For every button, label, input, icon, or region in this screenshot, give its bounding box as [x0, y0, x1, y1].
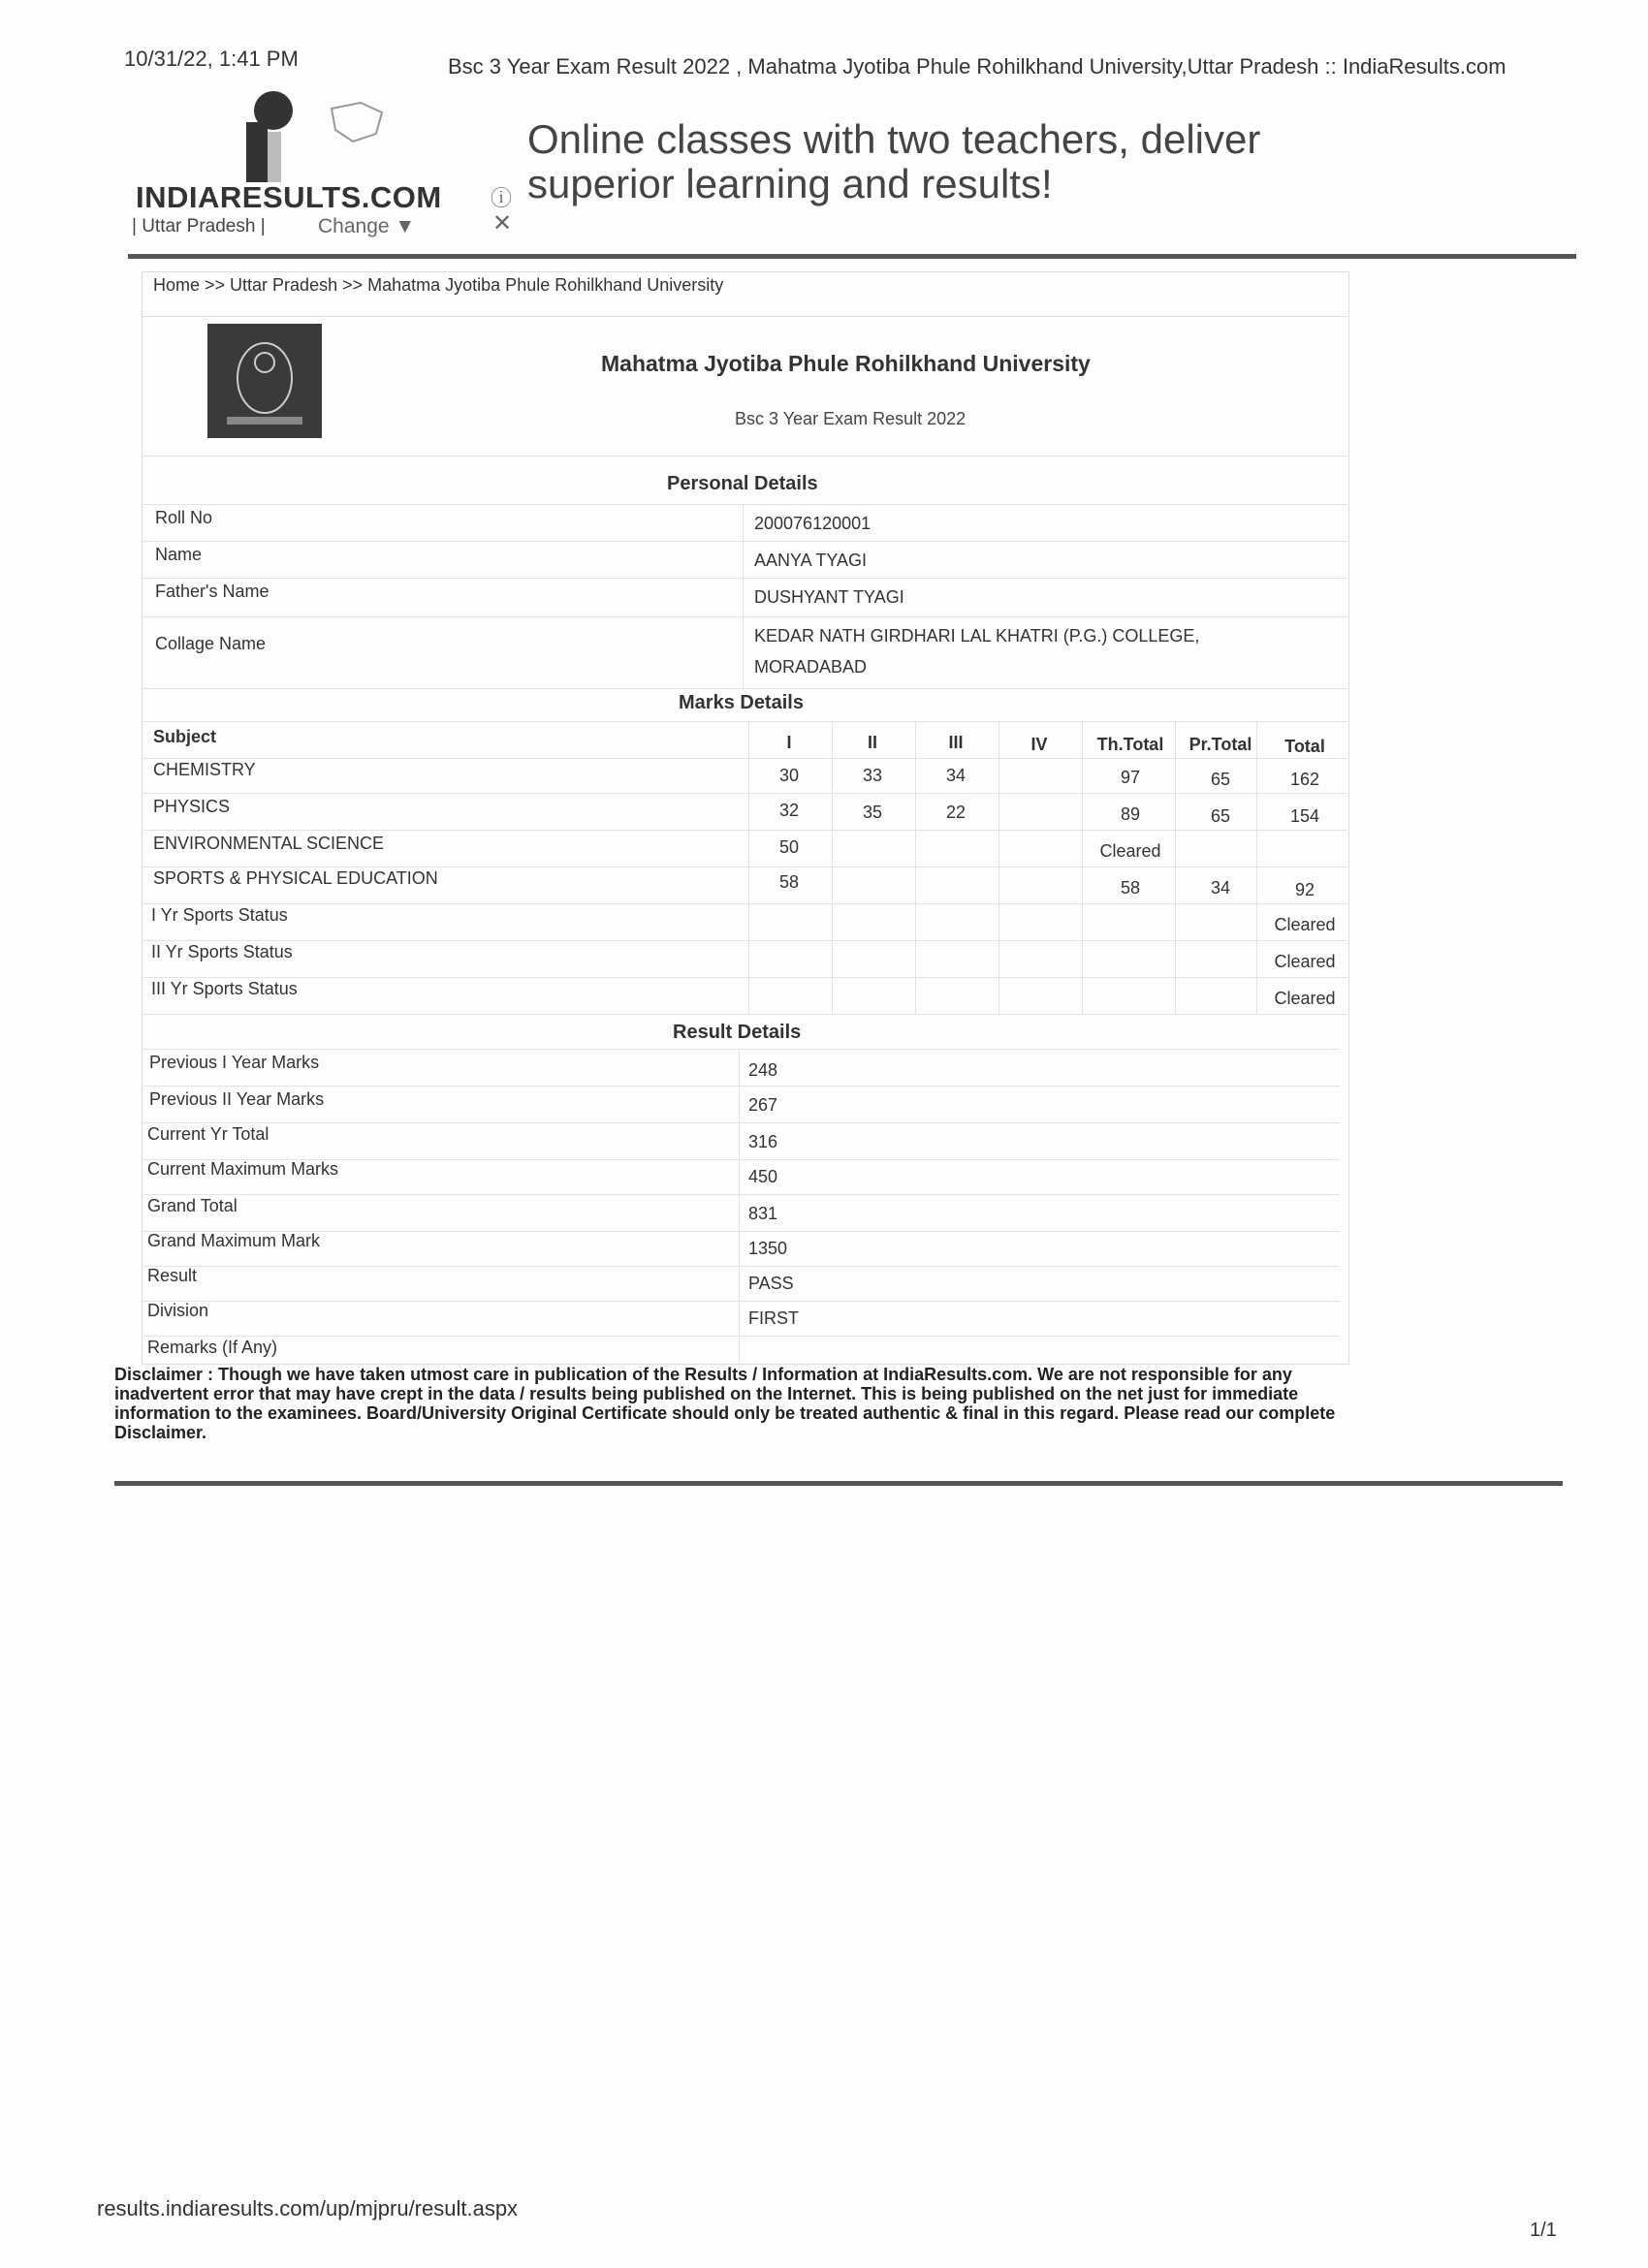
print-page-title: Bsc 3 Year Exam Result 2022 , Mahatma Jyotiba Phule Rohilkhand University,Uttar Pradesh :: IndiaResults.com [448, 54, 1506, 79]
change-state-link[interactable]: Change ▼ [318, 215, 416, 237]
row-divider [142, 940, 1347, 941]
current-yr-total-label: Current Yr Total [147, 1124, 269, 1144]
column-divider [1082, 721, 1083, 1014]
college-name-label: Collage Name [155, 634, 267, 653]
grand-max-mark-label: Grand Maximum Mark [147, 1231, 321, 1250]
marks-cell: 34 [945, 766, 967, 785]
roll-no-label: Roll No [155, 508, 213, 527]
marks-header-th-total: Th.Total [1096, 735, 1164, 754]
row-divider [142, 504, 1347, 505]
prev-i-year-marks-value: 248 [748, 1060, 778, 1080]
row-divider [142, 456, 1347, 457]
row-divider [142, 721, 1347, 722]
ad-text-line1[interactable]: Online classes with two teachers, deliver [527, 116, 1261, 162]
prev-ii-year-marks-label: Previous II Year Marks [149, 1089, 325, 1109]
result-value: PASS [748, 1274, 794, 1293]
result-details-heading: Result Details [673, 1022, 802, 1043]
marks-cell: Cleared [1274, 952, 1336, 971]
ad-close-icon[interactable]: ✕ [492, 210, 513, 236]
marks-cell: 50 [778, 837, 800, 857]
marks-cell: Cleared [1099, 841, 1161, 861]
row-divider [142, 1194, 1340, 1195]
column-divider [743, 504, 744, 688]
row-divider [142, 1014, 1347, 1015]
column-divider [748, 721, 749, 1014]
row-divider [142, 541, 1347, 542]
prev-ii-year-marks-value: 267 [748, 1095, 778, 1115]
exam-name: Bsc 3 Year Exam Result 2022 [735, 409, 967, 428]
column-divider [739, 1049, 740, 1363]
name-value: AANYA TYAGI [754, 551, 868, 570]
marks-cell: 33 [862, 766, 883, 785]
marks-subject: PHYSICS [153, 797, 231, 816]
marks-header-iii: III [948, 733, 964, 752]
current-max-marks-label: Current Maximum Marks [147, 1159, 339, 1179]
marks-subject: SPORTS & PHYSICAL EDUCATION [153, 868, 438, 888]
header-divider [128, 254, 1576, 259]
site-state: | Uttar Pradesh | [132, 216, 266, 236]
marks-cell: 65 [1210, 770, 1231, 789]
marks-cell: 32 [778, 801, 800, 820]
marks-cell: 162 [1289, 770, 1320, 789]
marks-cell: 34 [1210, 878, 1231, 898]
remarks-label: Remarks (If Any) [147, 1338, 278, 1357]
column-divider [915, 721, 916, 1014]
ad-info-icon[interactable]: ⓘ [491, 186, 513, 210]
college-name-value: KEDAR NATH GIRDHARI LAL KHATRI (P.G.) COLLEGE, [754, 626, 1200, 646]
result-label: Result [147, 1266, 198, 1285]
marks-cell: 22 [945, 803, 967, 822]
university-seal-icon [207, 324, 322, 438]
row-divider [142, 866, 1347, 867]
marks-cell: 35 [862, 803, 883, 822]
column-divider [1175, 721, 1176, 1014]
row-divider [142, 830, 1347, 831]
marks-cell: 92 [1294, 880, 1315, 899]
grand-total-label: Grand Total [147, 1196, 238, 1215]
marks-subject: CHEMISTRY [153, 760, 256, 779]
row-divider [142, 616, 1347, 617]
marks-cell: 58 [1120, 878, 1141, 898]
marks-details-heading: Marks Details [679, 692, 804, 713]
marks-header-iv: IV [1030, 735, 1048, 754]
marks-header-total: Total [1284, 737, 1325, 756]
division-label: Division [147, 1301, 209, 1320]
division-value: FIRST [748, 1308, 799, 1328]
row-divider [142, 688, 1347, 689]
name-label: Name [155, 545, 203, 564]
marks-cell: 154 [1289, 806, 1320, 826]
row-divider [142, 1266, 1340, 1267]
column-divider [1256, 721, 1257, 1014]
row-divider [142, 1336, 1340, 1337]
footer-divider [114, 1481, 1563, 1486]
print-datetime: 10/31/22, 1:41 PM [124, 47, 299, 71]
marks-header-ii: II [867, 733, 877, 752]
marks-cell: Cleared [1274, 989, 1336, 1008]
breadcrumb-divider [142, 316, 1347, 317]
row-divider [142, 1122, 1340, 1123]
row-divider [142, 903, 1347, 904]
row-divider [142, 1086, 1340, 1087]
column-divider [832, 721, 833, 1014]
indiaresults-logo-icon [235, 89, 419, 186]
prev-i-year-marks-label: Previous I Year Marks [149, 1053, 320, 1072]
marks-cell: 58 [778, 872, 800, 892]
marks-header-pr-total: Pr.Total [1188, 735, 1252, 754]
college-name-value-line2: MORADABAD [754, 657, 868, 677]
marks-subject: I Yr Sports Status [151, 905, 288, 925]
row-divider [142, 758, 1347, 759]
marks-subject: ENVIRONMENTAL SCIENCE [153, 834, 385, 853]
grand-max-mark-value: 1350 [748, 1239, 788, 1258]
marks-cell: 30 [778, 766, 800, 785]
personal-details-heading: Personal Details [667, 473, 818, 494]
row-divider [142, 578, 1347, 579]
grand-total-value: 831 [748, 1204, 778, 1223]
ad-text-line2[interactable]: superior learning and results! [527, 161, 1053, 206]
marks-subject: III Yr Sports Status [151, 979, 298, 998]
marks-cell: 97 [1120, 768, 1141, 787]
row-divider [142, 1301, 1340, 1302]
roll-no-value: 200076120001 [754, 514, 872, 533]
site-brand[interactable]: INDIARESULTS.COM [136, 180, 442, 214]
marks-cell: 89 [1120, 804, 1141, 824]
column-divider [998, 721, 999, 1014]
current-max-marks-value: 450 [748, 1167, 778, 1186]
row-divider [142, 1049, 1340, 1050]
marks-cell: 65 [1210, 806, 1231, 826]
university-name: Mahatma Jyotiba Phule Rohilkhand University [601, 351, 1091, 376]
print-page-url: results.indiaresults.com/up/mjpru/result.aspx [97, 2196, 519, 2221]
print-page-number: 1/1 [1530, 2220, 1557, 2241]
marks-cell: Cleared [1274, 915, 1336, 934]
row-divider [142, 977, 1347, 978]
fathers-name-label: Father's Name [155, 582, 269, 601]
row-divider [142, 1231, 1340, 1232]
marks-header-subject: Subject [153, 727, 217, 746]
marks-subject: II Yr Sports Status [151, 942, 293, 961]
breadcrumb[interactable]: Home >> Uttar Pradesh >> Mahatma Jyotiba Phule Rohilkhand University [153, 275, 724, 295]
marks-header-i: I [786, 733, 792, 752]
disclaimer-text[interactable]: Disclaimer : Though we have taken utmost care in publication of the Results / Information at IndiaResults.com. We are not responsible for any inadvertent error that may have crept in the data / results being published on the Internet. This is being published on the net just for immediate information to the examinees. Board/University Original Certificate should only be treated authentic & final in this regard. Please read our complete Disclaimer. [114, 1365, 1336, 1442]
current-yr-total-value: 316 [748, 1132, 778, 1151]
row-divider [142, 793, 1347, 794]
fathers-name-value: DUSHYANT TYAGI [754, 587, 904, 607]
